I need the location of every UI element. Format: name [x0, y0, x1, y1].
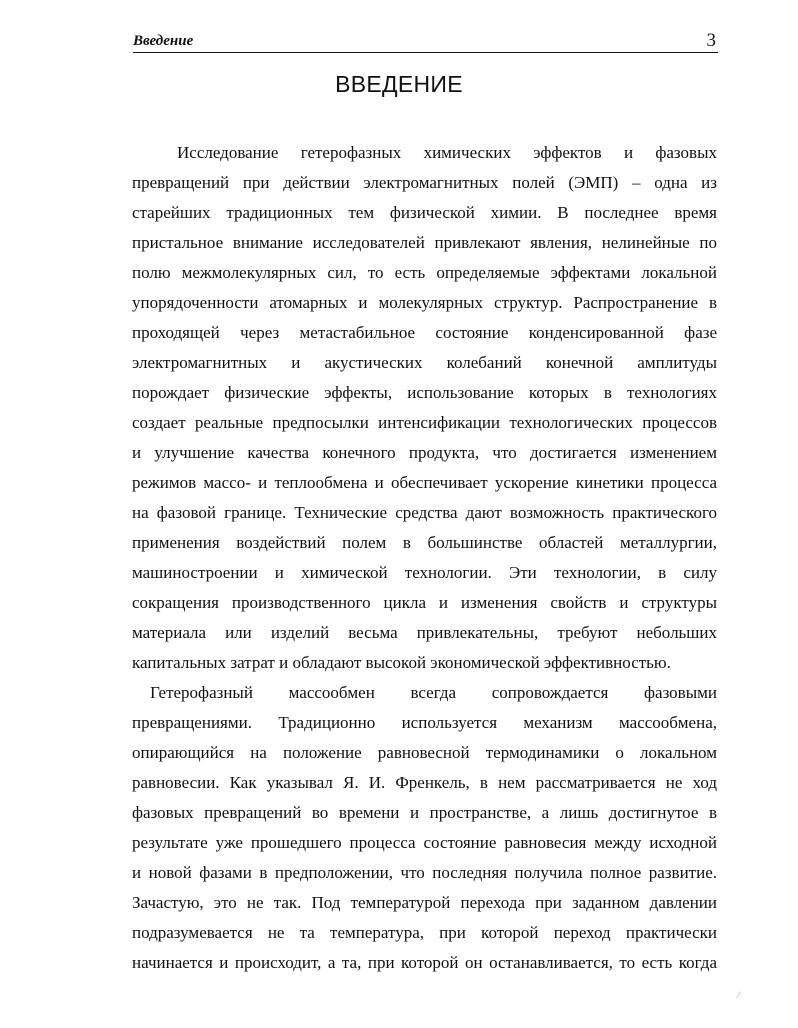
paragraph-line: результате уже прошедшего процесса состояние равновесия между исходной — [132, 833, 717, 852]
paragraph-line: равновесии. Как указывал Я. И. Френкель, в нем рассматривается не ход — [132, 773, 717, 792]
paragraph-line: и новой фазами в предположении, что последняя получила полное развитие. — [132, 863, 717, 882]
paragraph-line: капитальных затрат и обладают высокой экономической эффективностью. — [132, 653, 671, 672]
paragraph-2 — [132, 678, 717, 978]
paragraph-line: Гетерофазный массообмен всегда сопровождается фазовыми — [150, 683, 717, 702]
paragraph-line: фазовых превращений во времени и пространстве, а лишь достигнутое в — [132, 803, 717, 822]
page-number: 3 — [706, 30, 716, 51]
paragraph-line: пристальное внимание исследователей привлекают явления, нелинейные по — [132, 233, 717, 252]
paragraph-line: создает реальные предпосылки интенсификации технологических процессов — [132, 413, 717, 432]
paragraph-line: полю межмолекулярных сил, то есть определяемые эффектами локальной — [132, 263, 717, 282]
paragraph-line: и улучшение качества конечного продукта, что достигается изменением — [132, 443, 717, 462]
paragraph-line: проходящей через метастабильное состояние конденсированной фазе — [132, 323, 717, 342]
paragraph-line: применения воздействий полем в большинстве областей металлургии, — [132, 533, 717, 552]
paragraph-line: Исследование гетерофазных химических эффектов и фазовых — [177, 143, 717, 162]
paragraph-line: подразумевается не та температура, при которой переход практически — [132, 923, 717, 942]
scan-artifact: ⁄ — [738, 990, 740, 1000]
paragraph-line: превращений при действии электромагнитных полей (ЭМП) – одна из — [132, 173, 717, 192]
section-title: ВВЕДЕНИЕ — [335, 71, 463, 97]
running-header — [133, 31, 718, 53]
paragraph-line: опирающийся на положение равновесной термодинамики о локальном — [132, 743, 717, 762]
paragraph-line: машиностроении и химической технологии. Эти технологии, в силу — [132, 563, 717, 582]
paragraph-line: на фазовой границе. Технические средства дают возможность практического — [132, 503, 717, 522]
paragraph-line: упорядоченности атомарных и молекулярных структур. Распространение в — [132, 293, 717, 312]
paragraph-1 — [132, 138, 717, 678]
paragraph-line: режимов массо- и теплообмена и обеспечивает ускорение кинетики процесса — [132, 473, 717, 492]
paragraph-line: старейших традиционных тем физической химии. В последнее время — [132, 203, 717, 222]
running-title: Введение — [133, 33, 194, 49]
paragraph-line: электромагнитных и акустических колебаний конечной амплитуды — [132, 353, 717, 372]
paragraph-line: материала или изделий весьма привлекательны, требуют небольших — [132, 623, 717, 642]
paragraph-line: порождает физические эффекты, использование которых в технологиях — [132, 383, 717, 402]
paragraph-line: начинается и происходит, а та, при которой он останавливается, то есть когда — [132, 953, 717, 972]
paragraph-line: превращениями. Традиционно используется механизм массообмена, — [132, 713, 717, 732]
paragraph-line: Зачастую, это не так. Под температурой перехода при заданном давлении — [132, 893, 717, 912]
paragraph-line: сокращения производственного цикла и изменения свойств и структуры — [132, 593, 717, 612]
